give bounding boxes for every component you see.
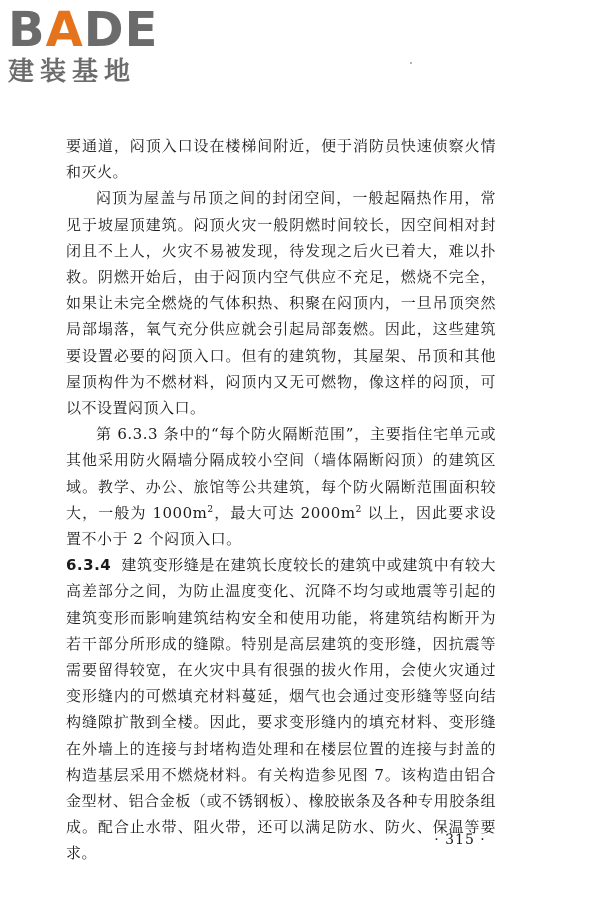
- brand-logo: [8, 2, 178, 92]
- document-body: [66, 133, 496, 867]
- section-text: 建筑变形缝是在建筑长度较长的建筑中或建筑中有较大高差部分之间，为防止温度变化、沉降不均匀或地震等引起的建筑变形而影响建筑结构安全和使用功能，将建筑结构断开为若干部分所形成的缝隙。特别是高层建筑的变形缝，因抗震等需要留得较宽，在火灾中具有很强的拔火作用，会使火灾通过变形缝内的可燃填充材料蔓延，烟气也会通过变形缝等竖向结构缝隙扩散到全楼。因此，要求变形缝内的填充材料、变形缝在外墙上的连接与封堵构造处理和在楼层位置的连接与封盖的构造基层采用不燃烧材料。有关构造参见图 7。该构造由铝合金型材、铝合金板（或不锈钢板）、橡胶嵌条及各种专用胶条组成。配合止水带、阻火带，还可以满足防水、防火、保温等要求。: [66, 556, 496, 863]
- brand-tagline: 建装基地: [8, 57, 137, 87]
- superscript-2: 2: [207, 504, 214, 515]
- paragraph-continuation: 要通道，闷顶入口设在楼梯间附近，便于消防员快速侦察火情和灭火。: [66, 137, 496, 182]
- scan-speck: [410, 62, 412, 64]
- paragraph-attic-fire: 闷顶为屋盖与吊顶之间的封闭空间，一般起隔热作用，常见于坡屋顶建筑。闷顶火灾一般阴燃时间较长，因空间相对封闭且不上人，火灾不易被发现，待发现之后火已着大，难以扑救。阴燃开始后，由于闷顶内空气供应不充足，燃烧不完全，如果让未完全燃烧的气体积热、积聚在闷顶内，一旦吊顶突然局部塌落，氧气充分供应就会引起局部轰燃。因此，这些建筑要设置必要的闷顶入口。但有的建筑物，其屋架、吊顶和其他屋顶构件为不燃材料，闷顶内又无可燃物，像这样的闷顶，可以不设置闷顶入口。: [66, 189, 496, 418]
- brand-wordmark: BADE: [8, 2, 159, 58]
- page-number: · 315 ·: [434, 832, 486, 848]
- brand-accent-letter: A: [45, 2, 84, 58]
- superscript-2: 2: [355, 504, 362, 515]
- section-number: 6.3.4: [66, 556, 112, 575]
- section-6-3-4: [66, 552, 496, 866]
- paragraph-fire-compartment: 第 6.3.3 条中的“每个防火隔断范围”，主要指住宅单元或其他采用防火隔墙分隔成较小空间（墙体隔断闷顶）的建筑区域。教学、办公、旅馆等公共建筑，每个防火隔断范围面积较大，一般为 $1000m^2$，最大可达 $2000m^2$ 以上，因此要求设置不小于 2 个闷顶入口。: [66, 425, 496, 549]
